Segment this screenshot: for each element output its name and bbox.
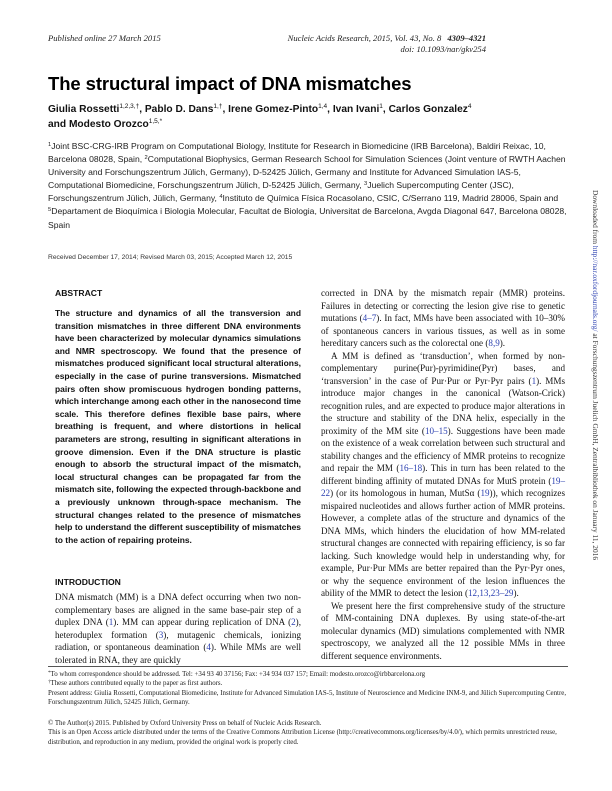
page-range: 4309–4321 — [447, 33, 486, 43]
citation-link[interactable]: 2 — [291, 617, 296, 627]
abstract-text: The structure and dynamics of all the transversion and transition mismatches in three different DNA environments have been characterized by molecular dynamics simulations and NMR spectroscopy. We found that the presence of mismatches produced significant local structural alterations, especially in the case of purine transversions. Mismatched pairs often show promiscuous hydrogen bonding patterns, which interchange among each other in the nanosecond time scale. This therefore defines flexible base pairs, where breathing is frequent, and where distortions in helical parameters are strong, resulting in significant alterations in groove dimension. Even if the DNA structure is plastic enough to absorb the structural impact of the mismatch, local structural changes can be propagated far from the mismatch site, following the expected through-backbone and a previously unknown through-space mechanism. The structural changes related to the presence of mismatches help to understand the different susceptibility of mismatches to the action of repairing proteins. — [55, 308, 301, 545]
author-name: and Modesto Orozco — [48, 118, 149, 130]
author-affiliation-marks: 1,2,3,† — [119, 103, 140, 110]
citation-link[interactable]: 4–7 — [362, 313, 377, 323]
copyright-line: © The Author(s) 2015. Published by Oxford University Press on behalf of Nucleic Acids Research. — [48, 720, 322, 727]
citation-link[interactable]: 12,13,23–29 — [468, 588, 514, 598]
author-name: Giulia Rossetti — [48, 104, 120, 115]
right-paragraph-3: We present here the first comprehensive study of the structure of MM-containing DNA duplexes. By using state-of-the-art molecular dynamics (MD) simulations complemented with NMR spectroscopy, we analyzed all the 12 possible MMs in three different sequence environments. — [321, 600, 565, 661]
received-dates: Received December 17, 2014; Revised March 03, 2015; Accepted March 12, 2015 — [48, 254, 293, 261]
affiliation-entry: Departament de Bioquímica i Biologia Molecular, Facultat de Biologia, Universitat de Barcelona, Avgda Diagonal 647, Barcelona 08028, Spain — [48, 206, 567, 230]
correspondence-note: *To whom correspondence should be addressed. Tel: +34 93 40 37156; Fax: +34 934 037 157; Email: modesto.orozco@irbbarcelona.org — [48, 671, 426, 678]
citation-link[interactable]: 1 — [531, 375, 537, 386]
citation-link[interactable]: 10–15 — [424, 425, 448, 436]
published-date: Published online 27 March 2015 — [48, 33, 161, 43]
author-affiliation-marks: 4 — [467, 103, 472, 110]
intro-paragraph-1: DNA mismatch (MM) is a DNA defect occurring when two non-complementary bases are aligned in the same base-pair step of a duplex DNA (1). MM can appear during replication of DNA (2), heteroduplex formation (3), mutagenic chemicals, ionizing radiation, or spontaneous deamination (4). While MMs are well tolerated in RNA, they are quickly — [55, 592, 302, 665]
author-name: Carlos Gonzalez — [388, 104, 468, 115]
author-name: Irene Gomez-Pinto — [228, 104, 319, 115]
author-affiliation-marks: 1,† — [213, 103, 223, 110]
citation-link[interactable]: 19 — [480, 488, 490, 498]
author-affiliation-marks: 1 — [379, 103, 383, 110]
journal-link[interactable]: http://nar.oxfordjournals.org/ — [591, 245, 600, 332]
citation-link[interactable]: 3 — [158, 629, 164, 640]
author-affiliation-marks: 1,5,* — [148, 117, 163, 125]
download-margin-note: Downloaded from http://nar.oxfordjournals.org/ at Forschungszentrum Juelich GmbH, Zentralbibliothek on January 11, 2016 — [591, 190, 600, 561]
doi[interactable]: doi: 10.1093/nar/gkv254 — [400, 44, 486, 54]
author-name: Ivan Ivani — [332, 104, 380, 115]
introduction-text — [55, 591, 301, 666]
author-list: Giulia Rossetti$^{1,2,3,\dagger}$, Pablo D. Dans$^{1,\dagger}$, Irene Gomez-Pinto$^{1,4}$, Ivan Ivani$^1$, Carlos Gonzalez$^4$ and Modesto Orozco$^{1,5,*}$ — [48, 103, 472, 130]
affiliation-entry: Instituto de Química Física Rocasolano, CSIC, C/Serrano 119, Madrid 28006, Spain and — [222, 193, 559, 204]
right-paragraph-1: corrected in DNA by the mismatch repair (MMR) proteins. Failures in detecting or correcting the lesion give rise to genetic mutations (4–7). In fact, MMs have been associated with 10–30% of spontaneous cancers in various tissues, as well as in some hereditary cancers such as the colorectal one (8,9). — [321, 288, 565, 348]
abstract-heading: ABSTRACT — [55, 288, 103, 298]
footnotes — [48, 670, 570, 708]
journal-info: Nucleic Acids Research, 2015, Vol. 43, No. 8 — [287, 33, 442, 43]
citation-link[interactable]: 16–18 — [399, 463, 423, 473]
footnote-divider — [48, 666, 568, 667]
affiliation-entry: Juelich Supercomputing Center (JSC), Forschungszentrum Jülich, Jülich, Germany, — [48, 180, 514, 204]
affiliation-entry: Computational Biophysics, German Research School for Simulation Sciences (Joint venture of RWTH Aachen University and Forschungszentrum Jülich, Germany), D-52425 Jülich, Germany and Institute for Advanced Simulation IAS-5, Computational Biomedicine, Forschungszentrum Jülich, D-52425 Jülich, Germany, — [48, 154, 566, 191]
open-access-line: This is an Open Access article distributed under the terms of the Creative Commons Attribution License (http://creativecommons.org/licenses/by/4.0/), which permits unrestricted reuse, distribution, and reproduction in any medium, provided the original work is properly cited. — [48, 729, 557, 746]
affiliations: $^1$Joint BSC-CRG-IRB Program on Computational Biology, Institute for Research in Biomedicine (IRB Barcelona), Baldiri Reixac, 10, Barcelona 08028, Spain, $^2$Computational Biophysics, German Research School for Simulation Sciences (Joint venture of RWTH Aachen University and Forschungszentrum Jülich, Germany), D-52425 Jülich, Germany and Institute for Advanced Simulation IAS-5, Computational Biomedicine, Forschungszentrum Jülich, D-52425 Jülich, Germany, $^3$Juelich Supercomputing Center (JSC), Forschungszentrum Jülich, Jülich, Germany, $^4$Instituto de Química Física Rocasolano, CSIC, C/Serrano 119, Madrid 28006, Spain and $^5$Departament de Bioquímica i Biologia Molecular, Facultat de Biologia, Universitat de Barcelona, Avgda Diagonal 647, Barcelona 08028, Spain — [48, 141, 567, 230]
introduction-heading: INTRODUCTION — [55, 577, 121, 587]
citation-link[interactable]: 8,9 — [488, 338, 500, 348]
citation-link[interactable]: 19–22 — [321, 475, 565, 498]
right-paragraph-2: A MM is defined as ‘transduction’, when formed by non-complementary purine(Pur)-pyrimidine(Pyr) bases, and ‘transversion’ in the case of Pur·Pur or Pyr·Pyr pairs (1). MMs introduce major changes in the canonical (Watson-Crick) recognition rules, and are expected to produce major alterations in the structure and stability of the DNA helix, especially in the proximity of the MM site (10–15). Suggestions have been made on the existence of a weak correlation between such structural and stability changes and the efficiency of MMR proteins to recognize and repair the MM (16–18). This in turn has been related to the different binding affinity of mutated DNAs for MutS protein (19–22) (or its homologous in human, MutSα (19)), which recognizes mispaired nucleotides and allows further action of MMR proteins. However, a complete atlas of the structure and dynamics of the DNA MMs, which hinders the elucidation of how MM-related structural changes are connected with repairing efficiency, is so far lacking. Such knowledge would help in understanding why, for example, Pur·Pur MMs are better repaired than the Pyr·Pyr ones, or why the sequence environment of the lesion influences the ability of the MMR to detect the lesion (12,13,23–29). — [321, 350, 565, 598]
license-notice — [48, 719, 570, 747]
right-column-text — [321, 287, 565, 662]
equal-contribution-note: †These authors contributed equally to the paper as first authors. — [48, 680, 223, 688]
author-affiliation-marks: 1,4 — [318, 103, 328, 110]
citation-link[interactable]: 4 — [206, 642, 211, 652]
affiliation-entry: Joint BSC-CRG-IRB Program on Computational Biology, Institute for Research in Biomedicine (IRB Barcelona), Baldiri Reixac, 10, Barcelona 08028, Spain, — [48, 141, 546, 165]
author-name: Pablo D. Dans — [144, 104, 214, 115]
paper-title: The structural impact of DNA mismatches — [48, 73, 412, 94]
present-address-note: Present address: Giulia Rossetti, Computational Biomedicine, Institute for Advanced Simulation IAS-5, Institute of Neuroscience and Medicine INM-9, and Jülich Supercomputing Centre, Forschungszentrum Jülich, 52425 Jülich, Germany. — [48, 689, 567, 707]
journal-citation — [288, 33, 486, 44]
citation-link[interactable]: 1 — [108, 617, 114, 627]
